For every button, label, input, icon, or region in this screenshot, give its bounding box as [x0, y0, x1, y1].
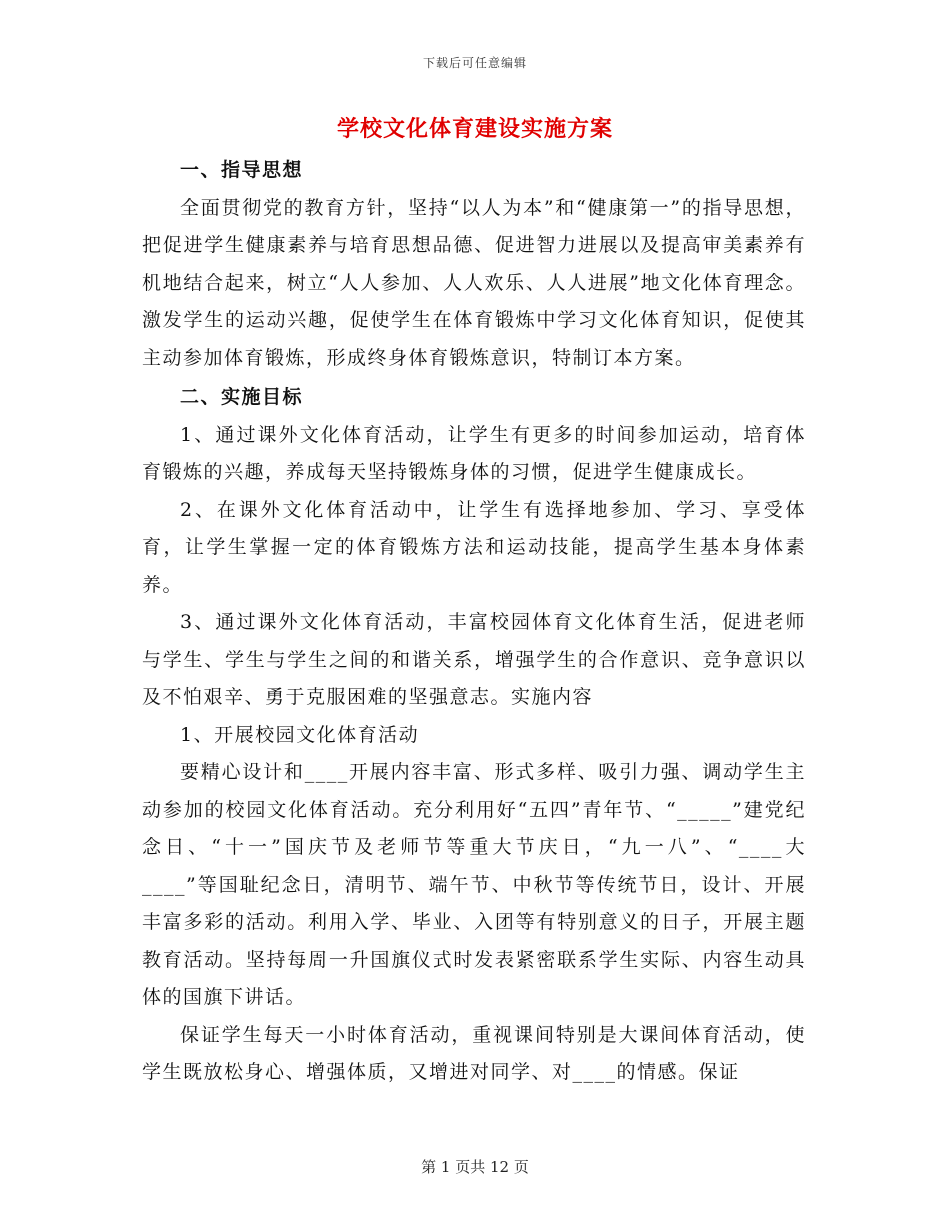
paragraph-subheading-activities: 1、开展校园文化体育活动: [180, 723, 420, 746]
page-title: 学校文化体育建设实施方案: [336, 116, 613, 142]
paragraph-goal-1: 1、通过课外文化体育活动，让学生有更多的时间参加运动，培育体育锻炼的兴趣，养成每天坚持锻炼身体的习惯，促进学生健康成长。: [142, 423, 806, 483]
section-heading-goals: 二、实施目标: [180, 386, 304, 408]
paragraph-activities: 要精心设计和____开展内容丰富、形式多样、吸引力强、调动学生主动参加的校园文化体育活动。充分利用好“五四”青年节、“_____”建党纪念日、“十一”国庆节及老师节等重大节庆日，“九一八”、“____大____”等国耻纪念日，清明节、端午节、中秋节等传统节日，设计、开展丰富多彩的活动。利用入学、毕业、入团等有特别意义的日子，开展主题教育活动。坚持每周一升国旗仪式时发表紧密联系学生实际、内容生动具体的国旗下讲话。: [142, 761, 806, 1008]
page-footer: 第 1 页共 12 页: [421, 1158, 529, 1176]
paragraph-daily-exercise: 保证学生每天一小时体育活动，重视课间特别是大课间体育活动，使学生既放松身心、增强体质，又增进对同学、对____的情感。保证: [142, 1023, 806, 1083]
document-body: [142, 150, 806, 1092]
header-note: 下载后可任意编辑: [422, 56, 527, 70]
paragraph-goal-3: 3、通过课外文化体育活动，丰富校园体育文化体育生活，促进老师与学生、学生与学生之间的和谐关系，增强学生的合作意识、竞争意识以及不怕艰辛、勇于克服困难的坚强意志。实施内容: [142, 611, 806, 708]
section-heading-guiding-ideology: 一、指导思想: [180, 159, 304, 181]
paragraph-goal-2: 2、在课外文化体育活动中，让学生有选择地参加、学习、享受体育，让学生掌握一定的体育锻炼方法和运动技能，提高学生基本身体素养。: [142, 498, 806, 596]
paragraph-guiding-ideology: 全面贯彻党的教育方针，坚持“以人为本”和“健康第一”的指导思想，把促进学生健康素养与培育思想品德、促进智力进展以及提高审美素养有机地结合起来，树立“人人参加、人人欢乐、人人进展”地文化体育理念。激发学生的运动兴趣，促使学生在体育锻炼中学习文化体育知识，促使其主动参加体育锻炼，形成终身体育锻炼意识，特制订本方案。: [142, 196, 806, 369]
